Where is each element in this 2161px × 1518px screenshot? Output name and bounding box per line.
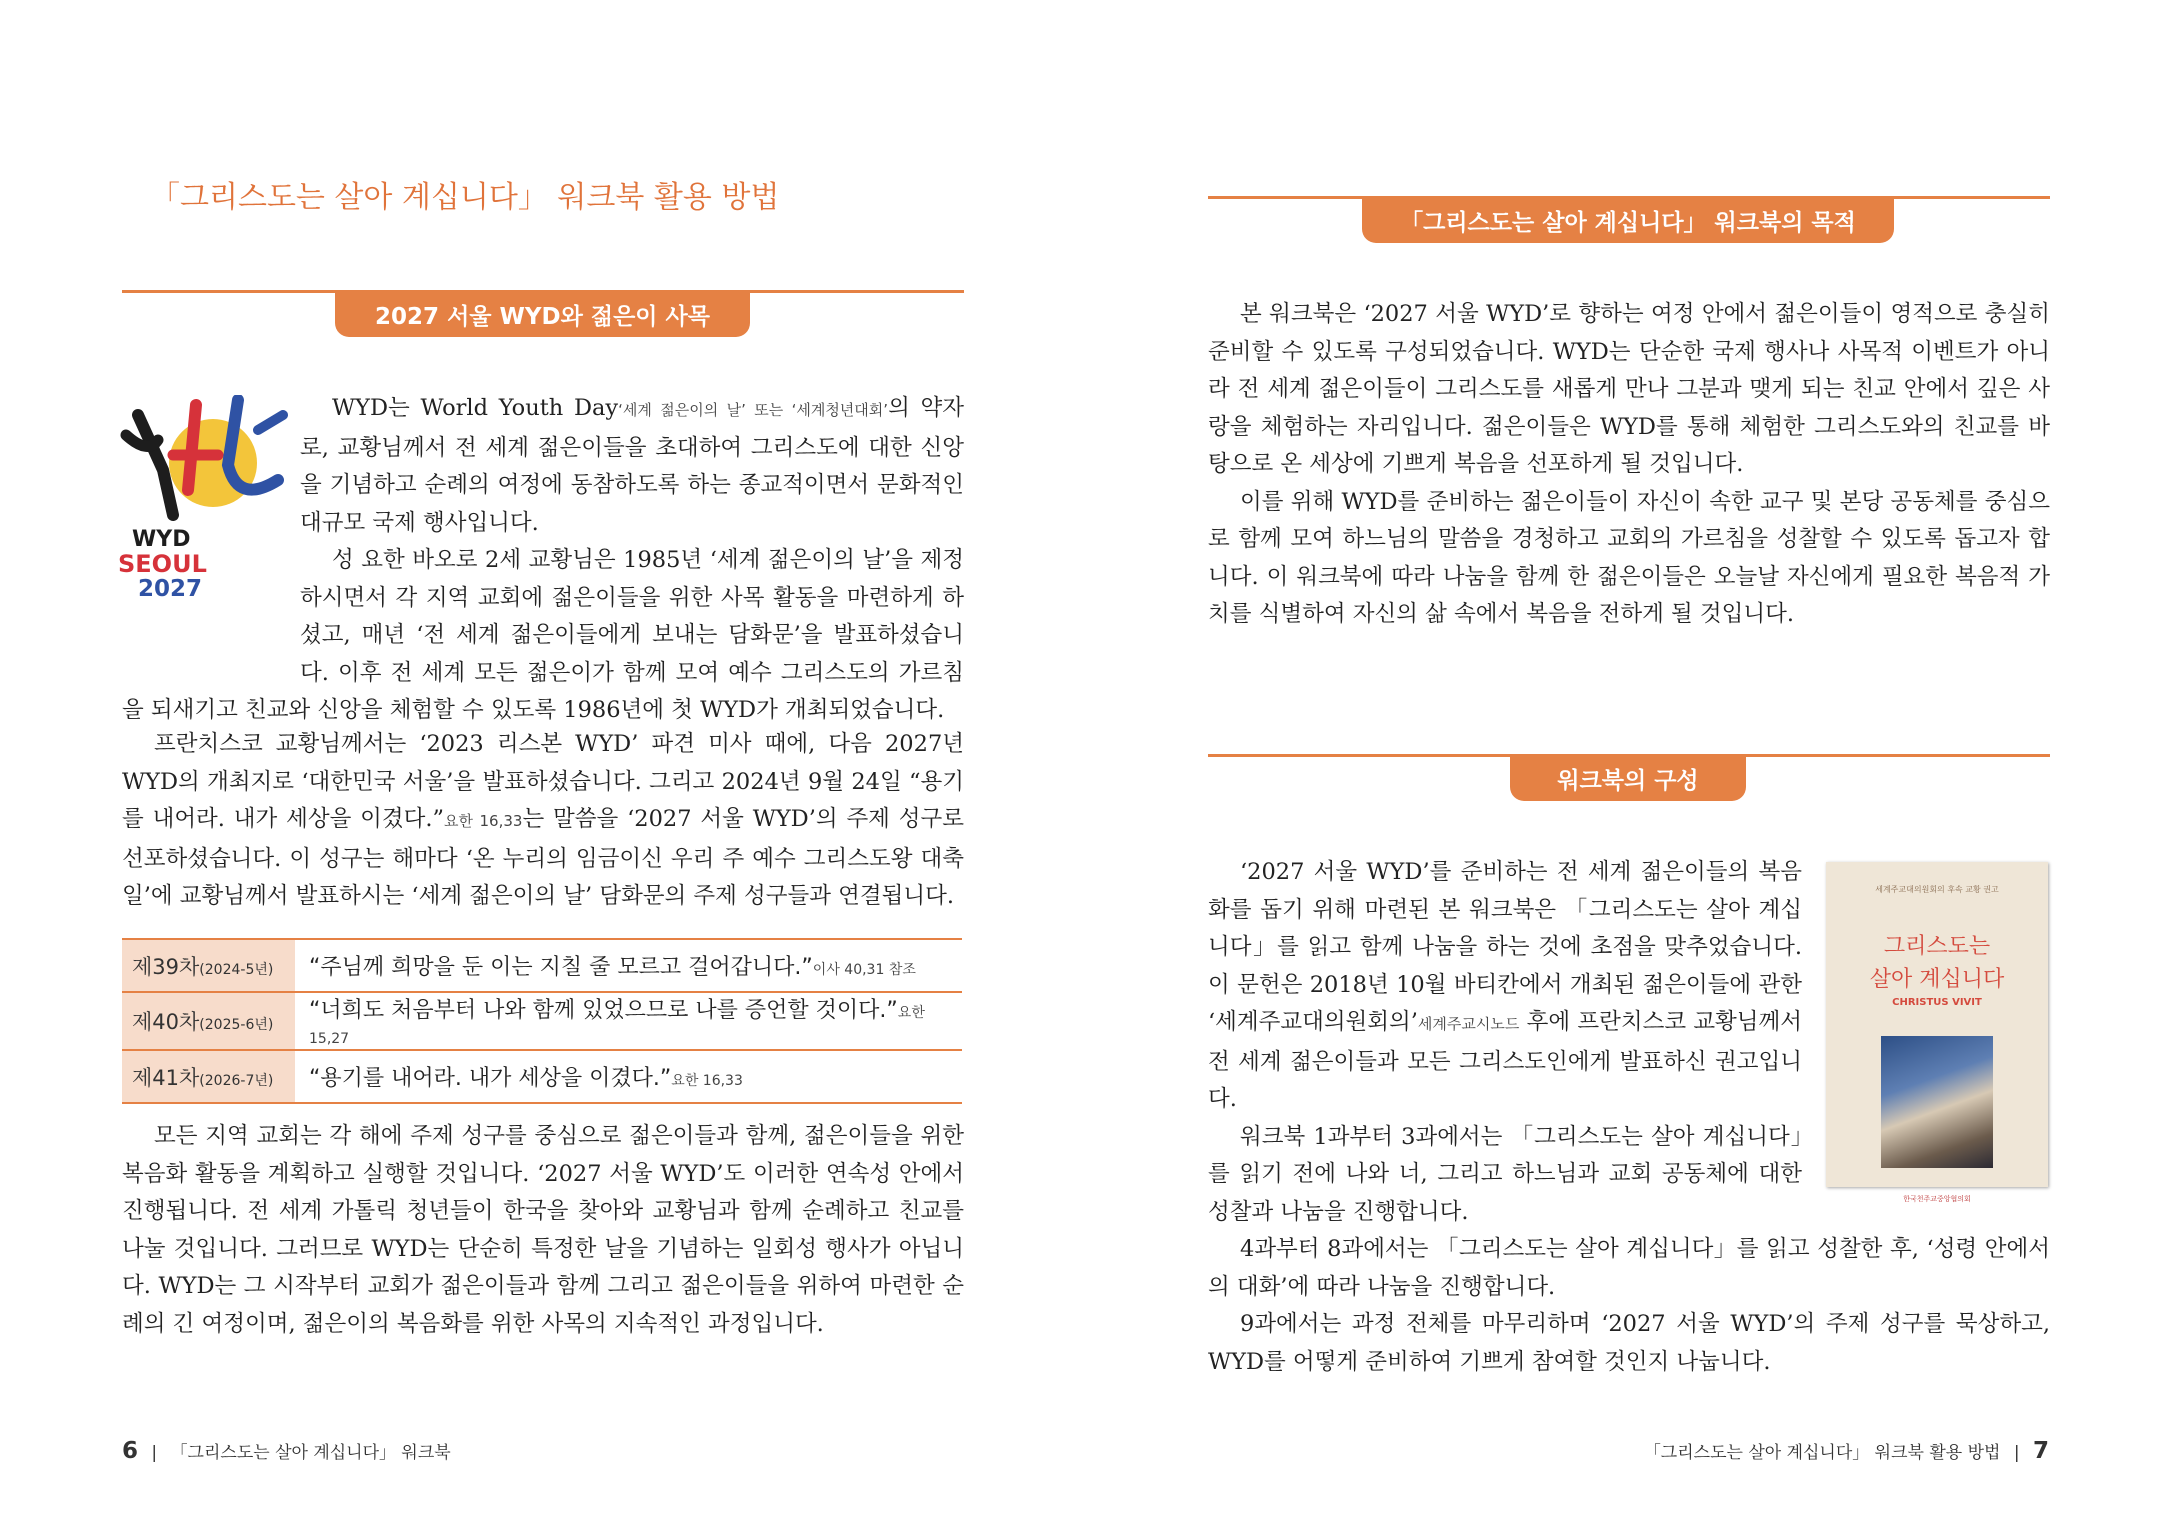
structure-paragraph-1: ‘2027 서울 WYD’를 준비하는 전 세계 젊은이들의 복음화를 돕기 위해 마련된 본 워크북은 「그리스도는 살아 계십니다」를 읽고 함께 나눔을 하는 것에 초점을 맞추었습니다. 이 문헌은 2018년 10월 바티칸에서 개최된 젊은이들에 관한 ‘세계주교대의원회의’세계주교시노드 후에 프란치스코 교황님께서 전 세계 젊은이들과 모든 그리스도인에게 발표하신 권고입니다. — [1208, 859, 1802, 1112]
book-title-2: 살아 계십니다 — [1869, 967, 2005, 992]
theme-verse-table — [122, 938, 962, 1104]
logo-year-text: 2027 — [138, 576, 203, 602]
section-tab-purpose: 「그리스도는 살아 계십니다」 워크북의 목적 — [1362, 198, 1894, 243]
intro-paragraph-2: 성 요한 바오로 2세 교황님은 1985년 ‘세계 젊은이의 날’을 제정하시면서 각 지역 교회에 젊은이들을 위한 사목 활동을 마련하게 하셨고, 매년 ‘전 세계 젊은이들에게 보내는 담화문’을 발표하셨습니다. 이후 전 세계 모든 젊은이가 함께 모여 예수 그리스도의 가르침을 되새기고 친교와 신앙을 체험할 수 있도록 1986년에 첫 WYD가 개최되었습니다. — [122, 547, 964, 723]
logo-seoul-text: SEOUL — [118, 550, 207, 578]
left-footer — [122, 1438, 451, 1464]
theme-label: 제41차(2026-7년) — [122, 1050, 295, 1103]
logo-float-space — [122, 390, 300, 690]
purpose-paragraph-2: 이를 위해 WYD를 준비하는 젊은이들이 자신이 속한 교구 및 본당 공동체를 중심으로 함께 모여 하느님의 말씀을 경청하고 교회의 가르침을 성찰할 수 있도록 돕고자 합니다. 이 워크북에 따라 나눔을 함께 한 젊은이들은 오늘날 자신에게 필요한 복음적 가치를 식별하여 자신의 삶 속에서 복음을 전하게 될 것입니다. — [1208, 488, 2050, 627]
table-row — [122, 1050, 962, 1103]
footer-section-title: 「그리스도는 살아 계십니다」 워크북 활용 방법 — [1643, 1443, 2001, 1463]
intro-paragraph-1: WYD는 World Youth Day‘세계 젊은이의 날’ 또는 ‘세계청년대회’의 약자로, 교황님께서 전 세계 젊은이들을 초대하여 그리스도에 대한 신앙을 기념하고 순례의 여정에 동참하도록 하는 종교적이면서 문화적인 대규모 국제 행사입니다. — [300, 395, 965, 536]
book-subtitle: CHRISTUS VIVIT — [1892, 997, 1982, 1008]
book-title-1: 그리스도는 — [1883, 934, 1991, 959]
structure-paragraph-3: 4과부터 8과에서는 「그리스도는 살아 계십니다」를 읽고 성찰한 후, ‘성령 안에서의 대화’에 따라 나눔을 진행합니다. — [1208, 1236, 2050, 1300]
footer-book-title: 「그리스도는 살아 계십니다」 워크북 — [170, 1443, 451, 1463]
logo-wyd-text: WYD — [132, 527, 191, 552]
right-footer — [1644, 1438, 2049, 1464]
page-number: 7 — [2032, 1438, 2049, 1464]
theme-label: 제40차(2025-6년) — [122, 992, 295, 1050]
purpose-paragraph-1: 본 워크북은 ‘2027 서울 WYD’로 향하는 여정 안에서 젊은이들이 영적으로 충실히 준비할 수 있도록 구성되었습니다. WYD는 단순한 국제 행사나 사목적 이벤트가 아니라 전 세계 젊은이들이 그리스도를 새롭게 만나 그분과 맺게 되는 친교 안에서 깊은 사랑을 체험하는 자리입니다. 젊은이들은 WYD를 통해 체험한 그리스도와의 친교를 바탕으로 온 세상에 기쁘게 복음을 선포하게 될 것입니다. — [1208, 301, 2050, 477]
footer-divider: | — [151, 1443, 158, 1463]
structure-paragraph-4: 9과에서는 과정 전체를 마무리하며 ‘2027 서울 WYD’의 주제 성구를 묵상하고, WYD를 어떻게 준비하여 기쁘게 참여할 것인지 나눕니다. — [1208, 1311, 2050, 1375]
theme-quote: “너희도 처음부터 나와 함께 있었으므로 나를 증언할 것이다.”요한 15,27 — [295, 992, 962, 1050]
structure-paragraph-2: 워크북 1과부터 3과에서는 「그리스도는 살아 계십니다」를 읽기 전에 나와 너, 그리고 하느님과 교회 공동체에 대한 성찰과 나눔을 진행합니다. — [1208, 1123, 1802, 1225]
book-top-line: 세계주교대의원회의 후속 교황 권고 — [1875, 885, 1999, 894]
page-title: 「그리스도는 살아 계십니다」 워크북 활용 방법 — [150, 180, 780, 215]
theme-quote: “용기를 내어라. 내가 세상을 이겼다.”요한 16,33 — [295, 1050, 962, 1103]
theme-label: 제39차(2024-5년) — [122, 939, 295, 992]
footer-divider: | — [2013, 1443, 2020, 1463]
table-row — [122, 992, 962, 1050]
theme-quote: “주님께 희망을 둔 이는 지칠 줄 모르고 걸어갑니다.”이사 40,31 참조 — [295, 939, 962, 992]
intro-text-block — [122, 390, 964, 730]
book-publisher: 한국천주교중앙협의회 — [1903, 1195, 1971, 1203]
book-float-space — [1802, 854, 2050, 1189]
purpose-text-block — [1208, 296, 2050, 634]
section-tab-wyd: 2027 서울 WYD와 젊은이 사목 — [335, 292, 750, 337]
pope-francis-paragraph: 프란치스코 교황님께서는 ‘2023 리스본 WYD’ 파견 미사 때에, 다음 2027년 WYD의 개최지로 ‘대한민국 서울’을 발표하셨습니다. 그리고 2024년 9월 24일 “용기를 내어라. 내가 세상을 이겼다.”요한 16,33는 말씀을 ‘2027 서울 WYD’의 주제 성구로 선포하셨습니다. 이 성구는 해마다 ‘온 누리의 임금이신 우리 주 예수 그리스도왕 대축일’에 교황님께서 발표하시는 ‘세계 젊은이의 날’ 담화문의 주제 성구들과 연결됩니다. — [122, 731, 964, 909]
continuity-paragraph: 모든 지역 교회는 각 해에 주제 성구를 중심으로 젊은이들과 함께, 젊은이들을 위한 복음화 활동을 계획하고 실행할 것입니다. ‘2027 서울 WYD’도 이러한 연속성 안에서 진행됩니다. 전 세계 가톨릭 청년들이 한국을 찾아와 교황님과 함께 순례하고 친교를 나눌 것입니다. 그러므로 WYD는 단순히 특정한 날을 기념하는 일회성 행사가 아닙니다. WYD는 그 시작부터 교회가 젊은이들과 함께 그리고 젊은이들을 위하여 마련한 순례의 긴 여정이며, 젊은이의 복음화를 위한 사목의 지속적인 과정입니다. — [122, 1123, 964, 1337]
table-row — [122, 939, 962, 992]
structure-text-block — [1208, 854, 2050, 1381]
section-tab-structure: 워크북의 구성 — [1510, 756, 1746, 801]
page-number: 6 — [122, 1438, 139, 1464]
